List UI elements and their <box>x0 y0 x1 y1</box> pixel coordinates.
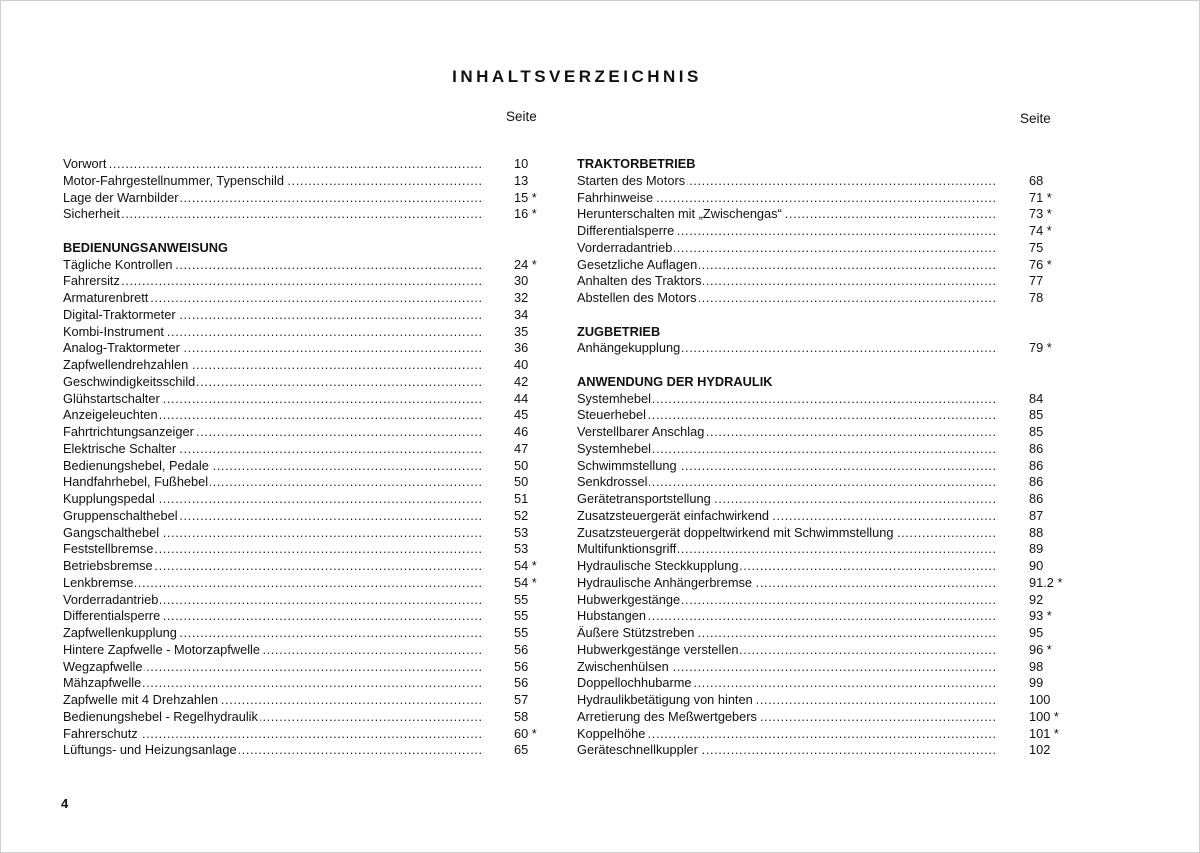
toc-entry-label-wrap <box>63 190 484 207</box>
toc-entry[interactable] <box>577 742 1073 759</box>
toc-entry-page: 46 <box>514 424 529 439</box>
toc-entry[interactable] <box>577 659 1073 676</box>
toc-entry-page: 101 * <box>1029 725 1059 741</box>
toc-entry[interactable] <box>577 290 1073 307</box>
toc-entry-page: 87 <box>1029 507 1044 523</box>
toc-entry[interactable] <box>63 608 543 625</box>
toc-entry-label: Fahrerschutz <box>63 725 138 741</box>
toc-entry[interactable] <box>63 558 543 575</box>
toc-section-heading: ANWENDUNG DER HYDRAULIK <box>577 373 773 389</box>
toc-spacer <box>63 223 543 240</box>
toc-entry[interactable] <box>577 407 1073 424</box>
toc-entry-label-wrap <box>63 290 484 307</box>
toc-entry-page: 53 <box>514 524 529 540</box>
toc-entry-page: 44 <box>514 390 529 406</box>
toc-entry-label: Lenkbremse <box>63 574 134 590</box>
toc-entry-label: Systemhebel <box>577 440 651 456</box>
toc-entry-label-wrap <box>577 424 998 441</box>
toc-entry-label: Verstellbarer Anschlag <box>577 424 705 439</box>
toc-entry-label-wrap <box>577 541 998 558</box>
toc-entry-label-wrap <box>63 726 484 743</box>
toc-entry-label-wrap <box>63 357 484 374</box>
toc-entry-label-wrap <box>63 474 484 491</box>
toc-entry-label-wrap <box>63 307 484 324</box>
toc-entry[interactable] <box>63 190 543 207</box>
toc-entry-label: Elektrische Schalter <box>63 440 177 456</box>
toc-entry[interactable] <box>63 324 543 341</box>
toc-entry-label: Feststellbremse <box>63 541 154 557</box>
toc-entry-page: 91.2 * <box>1029 574 1063 590</box>
toc-entry-label: Gerätetransportstellung <box>577 491 711 506</box>
toc-entry-label: Anhalten des Traktors <box>577 273 702 289</box>
toc-entry-label-wrap <box>577 391 998 408</box>
toc-entry-page: 77 <box>1029 273 1044 289</box>
toc-entry-label: Mähzapfwelle <box>63 675 142 691</box>
toc-entry-label-wrap <box>577 458 998 475</box>
toc-entry-page: 58 <box>514 708 529 724</box>
toc-entry-page: 99 <box>1029 675 1044 691</box>
toc-entry[interactable] <box>577 692 1073 709</box>
toc-section-heading: BEDIENUNGSANWEISUNG <box>63 239 228 255</box>
toc-entry-label-wrap <box>577 642 998 659</box>
toc-entry[interactable] <box>577 190 1073 207</box>
toc-entry[interactable] <box>63 541 543 558</box>
toc-entry-label-wrap <box>63 675 484 692</box>
toc-entry-page: 16 * <box>514 206 537 222</box>
toc-entry-page: 51 <box>514 491 529 506</box>
toc-entry-label-wrap <box>63 374 484 391</box>
toc-entry-page: 52 <box>514 507 529 523</box>
toc-entry-label-wrap <box>577 608 998 625</box>
toc-entry-label-wrap <box>63 156 484 173</box>
toc-entry-page: 92 <box>1029 591 1044 607</box>
toc-entry-label-wrap <box>63 508 484 525</box>
toc-entry-label-wrap <box>63 206 484 223</box>
toc-entry-label-wrap <box>577 273 998 290</box>
toc-entry-page: 24 * <box>514 256 537 272</box>
toc-entry-label-wrap <box>63 692 484 709</box>
toc-entry[interactable] <box>577 240 1073 257</box>
toc-entry-page: 13 <box>514 172 529 188</box>
toc-entry-page: 84 <box>1029 390 1044 406</box>
toc-entry-label-wrap <box>577 592 998 609</box>
toc-entry-label-wrap <box>63 407 484 424</box>
toc-entry[interactable] <box>577 642 1073 659</box>
toc-entry-page: 85 <box>1029 407 1044 423</box>
toc-entry-label: Lage der Warnbilder <box>63 189 179 205</box>
toc-entry[interactable] <box>63 625 543 642</box>
toc-entry[interactable] <box>63 742 543 759</box>
toc-entry-label: Bedienungshebel, Pedale <box>63 457 209 473</box>
toc-entry-label-wrap <box>577 525 998 542</box>
toc-entry-label-wrap <box>577 625 998 642</box>
toc-entry-label: Senkdrossel <box>577 474 648 490</box>
toc-entry-page: 74 * <box>1029 223 1052 238</box>
toc-entry-label: Analog-Traktormeter <box>63 340 180 356</box>
toc-entry[interactable] <box>63 709 543 726</box>
toc-entry-label-wrap <box>63 625 484 642</box>
toc-entry-label-wrap <box>577 508 998 525</box>
toc-entry-label: Digital-Traktormeter <box>63 306 176 322</box>
toc-entry[interactable] <box>577 726 1073 743</box>
toc-entry[interactable] <box>577 474 1073 491</box>
toc-entry-label: Hydraulische Anhängerbremse <box>577 574 752 590</box>
toc-entry[interactable] <box>63 575 543 592</box>
toc-entry-page: 100 * <box>1029 708 1059 724</box>
toc-entry-page: 55 <box>514 625 529 640</box>
toc-entry-page: 86 <box>1029 491 1044 506</box>
toc-entry-page: 53 <box>514 541 529 557</box>
toc-entry-label-wrap <box>577 675 998 692</box>
toc-entry[interactable] <box>577 575 1073 592</box>
toc-entry-label-wrap <box>63 424 484 441</box>
toc-entry-label: Abstellen des Motors <box>577 290 697 305</box>
toc-entry[interactable] <box>63 458 543 475</box>
toc-entry-label-wrap <box>577 742 998 759</box>
toc-entry-label: Anzeigeleuchten <box>63 407 158 423</box>
toc-entry-label-wrap <box>63 324 484 341</box>
toc-entry-label: Vorwort <box>63 156 107 171</box>
toc-entry[interactable] <box>577 340 1073 357</box>
toc-entry-page: 73 * <box>1029 206 1052 222</box>
toc-entry-label-wrap <box>63 441 484 458</box>
toc-entry-label: Differentialsperre <box>63 608 161 624</box>
toc-entry-label-wrap <box>577 709 998 726</box>
toc-entry-label: Zapfwellenkupplung <box>63 625 177 640</box>
toc-entry-label: Herunterschalten mit „Zwischengas“ <box>577 206 782 222</box>
toc-entry-label: Lüftungs- und Heizungsanlage <box>63 742 237 758</box>
toc-entry[interactable] <box>577 424 1073 441</box>
toc-entry-label-wrap <box>577 726 998 743</box>
toc-entry-page: 88 <box>1029 524 1044 540</box>
toc-entry-label: Wegzapfwelle <box>63 658 143 674</box>
toc-entry-label: Handfahrhebel, Fußhebel <box>63 474 209 490</box>
toc-entry-label-wrap <box>577 407 998 424</box>
toc-spacer <box>577 307 1073 324</box>
toc-entry-label-wrap <box>577 441 998 458</box>
toc-entry-label-wrap <box>63 575 484 592</box>
toc-entry-label: Äußere Stützstreben <box>577 625 695 640</box>
toc-entry-label-wrap <box>577 575 998 592</box>
toc-entry-page: 86 <box>1029 457 1044 473</box>
toc-entry[interactable] <box>577 173 1073 190</box>
toc-entry-page: 78 <box>1029 290 1044 305</box>
toc-entry-page: 93 * <box>1029 608 1052 624</box>
toc-entry-label-wrap <box>577 692 998 709</box>
toc-entry[interactable] <box>63 474 543 491</box>
toc-entry-label: Kupplungspedal <box>63 491 155 506</box>
toc-entry[interactable] <box>63 391 543 408</box>
toc-entry[interactable] <box>577 441 1073 458</box>
toc-entry-label: Gruppenschalthebel <box>63 507 178 523</box>
toc-entry-label: Gesetzliche Auflagen <box>577 256 698 272</box>
toc-entry-label: Koppelhöhe <box>577 725 646 741</box>
toc-entry[interactable] <box>63 642 543 659</box>
toc-entry[interactable] <box>63 525 543 542</box>
toc-entry[interactable] <box>577 675 1073 692</box>
toc-entry-page: 86 <box>1029 440 1044 456</box>
toc-entry-label: Schwimmstellung <box>577 457 677 473</box>
toc-entry-page: 98 <box>1029 658 1044 674</box>
toc-entry-label: Gangschalthebel <box>63 524 160 540</box>
toc-entry-page: 50 <box>514 457 529 473</box>
toc-entry[interactable] <box>577 223 1073 240</box>
toc-entry-page: 89 <box>1029 541 1044 557</box>
toc-entry[interactable] <box>63 726 543 743</box>
toc-entry-page: 42 <box>514 373 529 389</box>
toc-entry-page: 55 <box>514 608 529 624</box>
toc-entry-label-wrap <box>63 709 484 726</box>
toc-entry-label: Arretierung des Meßwertgebers <box>577 708 757 724</box>
toc-entry-label-wrap <box>63 558 484 575</box>
toc-entry[interactable] <box>63 156 543 173</box>
toc-entry-page: 68 <box>1029 172 1044 188</box>
toc-entry-label-wrap <box>63 391 484 408</box>
toc-entry-label: Motor-Fahrgestellnummer, Typenschild <box>63 172 284 188</box>
toc-entry-label: Betriebsbremse <box>63 558 153 573</box>
toc-entry-label-wrap <box>577 340 998 357</box>
toc-entry-page: 56 <box>514 641 529 657</box>
toc-spacer <box>577 357 1073 374</box>
toc-entry[interactable] <box>63 173 543 190</box>
toc-entry-page: 55 <box>514 591 529 607</box>
toc-entry-page: 54 * <box>514 558 537 573</box>
toc-entry-label-wrap <box>63 525 484 542</box>
toc-entry-label: Kombi-Instrument <box>63 323 164 339</box>
page-title: INHALTSVERZEICHNIS <box>452 67 702 86</box>
toc-entry-page: 71 * <box>1029 189 1052 205</box>
toc-entry-label: Glühstartschalter <box>63 390 160 406</box>
toc-entry-label-wrap <box>63 742 484 759</box>
toc-entry[interactable] <box>577 206 1073 223</box>
toc-entry-label: Starten des Motors <box>577 172 686 188</box>
toc-entry[interactable] <box>63 424 543 441</box>
toc-entry[interactable] <box>63 307 543 324</box>
toc-entry-page: 79 * <box>1029 340 1052 356</box>
toc-entry-label: Hubwerkgestänge verstellen <box>577 641 739 657</box>
toc-entry-label: Zwischenhülsen <box>577 658 669 674</box>
toc-entry-label: Vorderradantrieb <box>63 591 159 607</box>
toc-entry-label-wrap <box>577 257 998 274</box>
toc-entry-label-wrap <box>63 592 484 609</box>
toc-entry[interactable] <box>577 558 1073 575</box>
toc-entry[interactable] <box>63 357 543 374</box>
toc-entry-label-wrap <box>63 541 484 558</box>
toc-entry-label-wrap <box>577 223 998 240</box>
toc-entry-page: 75 <box>1029 239 1044 255</box>
toc-entry-label: Vorderradantrieb <box>577 239 673 255</box>
toc-entry-label-wrap <box>577 558 998 575</box>
toc-entry-label: Multifunktionsgriff <box>577 541 677 557</box>
toc-right-column <box>577 156 1073 759</box>
toc-entry-label: Doppellochhubarme <box>577 675 692 691</box>
toc-entry-label-wrap <box>577 206 998 223</box>
toc-entry[interactable] <box>577 458 1073 475</box>
toc-entry-label: Fahrtrichtungsanzeiger <box>63 424 194 439</box>
toc-entry-label-wrap <box>577 190 998 207</box>
toc-entry-label-wrap <box>63 608 484 625</box>
toc-entry-label: Geschwindigkeitsschild <box>63 373 196 389</box>
toc-entry[interactable] <box>63 675 543 692</box>
toc-entry-label: Hydraulische Steckkupplung <box>577 558 739 573</box>
toc-entry[interactable] <box>577 508 1073 525</box>
toc-entry-page: 102 <box>1029 742 1051 758</box>
toc-entry[interactable] <box>63 407 543 424</box>
toc-entry[interactable] <box>63 508 543 525</box>
toc-entry-label: Steuerhebel <box>577 407 647 423</box>
toc-entry-page: 90 <box>1029 558 1044 573</box>
toc-entry-label: Hubstangen <box>577 608 647 624</box>
toc-entry-label-wrap <box>577 659 998 676</box>
toc-entry[interactable] <box>63 491 543 508</box>
toc-entry[interactable] <box>577 625 1073 642</box>
toc-entry[interactable] <box>577 257 1073 274</box>
toc-entry-label-wrap <box>63 659 484 676</box>
toc-entry-label: Sicherheit <box>63 206 120 222</box>
toc-entry-page: 10 <box>514 156 529 171</box>
toc-left-column <box>63 156 543 759</box>
page-column-label-right: Seite <box>1020 111 1051 126</box>
toc-entry-page: 50 <box>514 474 529 490</box>
toc-entry-label: Bedienungshebel - Regelhydraulik <box>63 708 258 724</box>
toc-entry-page: 54 * <box>514 574 537 590</box>
toc-entry-page: 76 * <box>1029 256 1052 272</box>
toc-entry-page: 85 <box>1029 424 1044 439</box>
toc-entry[interactable] <box>63 659 543 676</box>
toc-entry-label: Armaturenbrett <box>63 290 149 305</box>
toc-entry-page: 47 <box>514 440 529 456</box>
toc-section-heading: TRAKTORBETRIEB <box>577 156 696 171</box>
toc-entry[interactable] <box>63 340 543 357</box>
toc-entry-page: 40 <box>514 357 529 372</box>
toc-entry-page: 32 <box>514 290 529 305</box>
toc-entry-label-wrap <box>577 173 998 190</box>
toc-entry[interactable] <box>577 491 1073 508</box>
toc-entry[interactable] <box>63 374 543 391</box>
toc-entry[interactable] <box>63 257 543 274</box>
toc-entry-label: Zusatzsteuergerät doppeltwirkend mit Schwimmstellung <box>577 524 894 540</box>
toc-entry[interactable] <box>577 273 1073 290</box>
toc-entry-label-wrap <box>63 340 484 357</box>
toc-entry-label: Hubwerkgestänge <box>577 591 681 607</box>
toc-entry-page: 56 <box>514 658 529 674</box>
toc-entry-page: 60 * <box>514 725 537 741</box>
toc-entry-page: 45 <box>514 407 529 423</box>
toc-entry-label-wrap <box>63 173 484 190</box>
toc-entry-label: Zapfwellendrehzahlen <box>63 357 189 372</box>
toc-entry[interactable] <box>63 273 543 290</box>
toc-entry[interactable] <box>63 592 543 609</box>
toc-entry-page: 35 <box>514 323 529 339</box>
toc-entry[interactable] <box>577 525 1073 542</box>
toc-entry-page: 96 * <box>1029 641 1052 657</box>
toc-entry-page: 100 <box>1029 692 1051 707</box>
toc-entry-page: 65 <box>514 742 529 758</box>
toc-entry[interactable] <box>63 290 543 307</box>
toc-entry[interactable] <box>63 692 543 709</box>
toc-entry[interactable] <box>577 608 1073 625</box>
toc-entry-label: Hintere Zapfwelle - Motorzapfwelle <box>63 641 261 657</box>
toc-entry-label-wrap <box>63 491 484 508</box>
toc-entry-page: 15 * <box>514 189 537 205</box>
toc-entry-page: 57 <box>514 692 529 707</box>
toc-entry[interactable] <box>63 206 543 223</box>
toc-entry-label: Anhängekupplung <box>577 340 681 356</box>
toc-entry-page: 36 <box>514 340 529 356</box>
toc-section-heading: ZUGBETRIEB <box>577 323 661 339</box>
toc-entry-label-wrap <box>577 240 998 257</box>
toc-entry-label-wrap <box>577 290 998 307</box>
toc-entry-page: 34 <box>514 306 529 322</box>
toc-entry-page: 95 <box>1029 625 1044 640</box>
toc-entry[interactable] <box>577 592 1073 609</box>
page-column-label-left: Seite <box>506 109 537 124</box>
toc-entry-label: Fahrersitz <box>63 273 120 289</box>
page-number: 4 <box>61 796 69 811</box>
toc-entry-label: Zusatzsteuergerät einfachwirkend <box>577 507 770 523</box>
toc-entry-page: 86 <box>1029 474 1044 490</box>
toc-entry-label-wrap <box>63 257 484 274</box>
toc-entry-label-wrap <box>63 642 484 659</box>
toc-entry-label-wrap <box>63 273 484 290</box>
toc-entry-label: Differentialsperre <box>577 223 675 238</box>
toc-entry[interactable] <box>577 541 1073 558</box>
toc-entry-label: Systemhebel <box>577 390 651 406</box>
toc-entry-page: 30 <box>514 273 529 289</box>
toc-entry-label-wrap <box>577 491 998 508</box>
toc-entry-label: Geräteschnellkuppler <box>577 742 698 758</box>
toc-entry-label: Zapfwelle mit 4 Drehzahlen <box>63 692 219 707</box>
toc-entry-label: Tägliche Kontrollen <box>63 256 173 272</box>
toc-entry[interactable] <box>577 709 1073 726</box>
toc-entry[interactable] <box>63 441 543 458</box>
toc-entry[interactable] <box>577 391 1073 408</box>
toc-entry-label: Hydraulikbetätigung von hinten <box>577 692 753 707</box>
toc-entry-label: Fahrhinweise <box>577 189 654 205</box>
toc-entry-page: 56 <box>514 675 529 691</box>
toc-entry-label-wrap <box>577 474 998 491</box>
toc-entry-label-wrap <box>63 458 484 475</box>
